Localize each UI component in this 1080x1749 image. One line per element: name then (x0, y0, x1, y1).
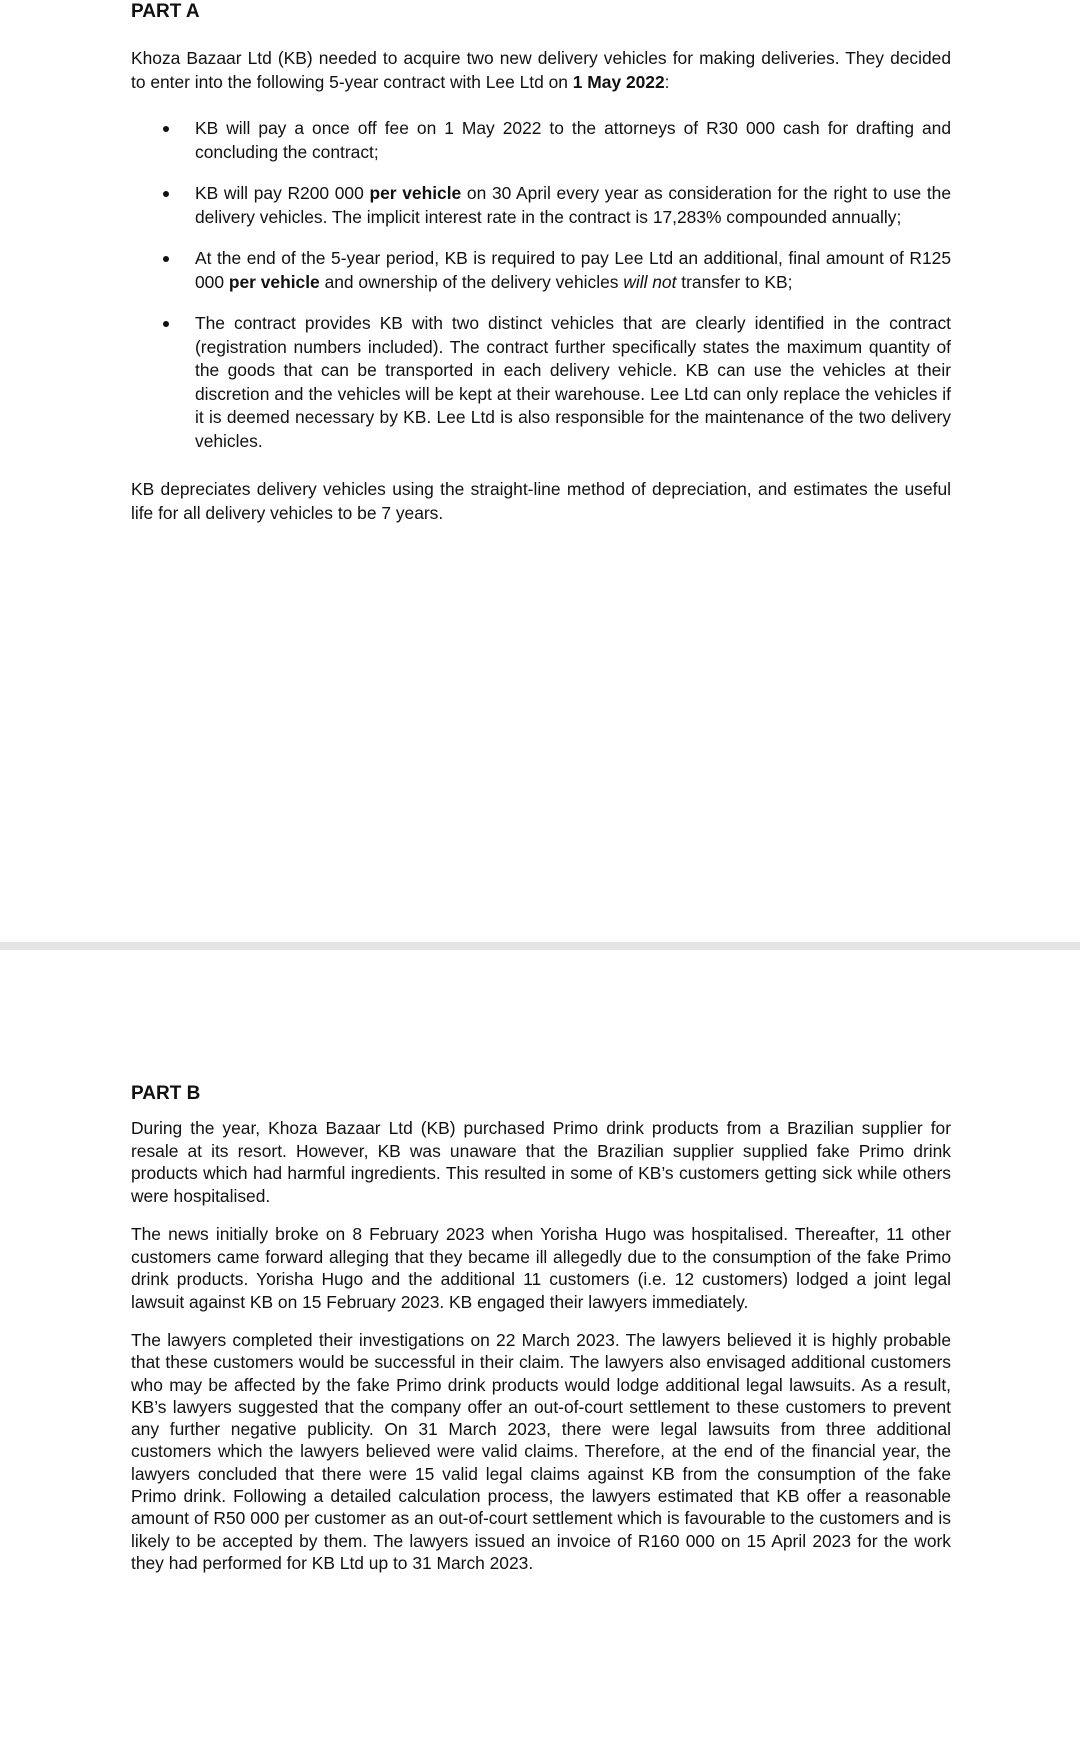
bullet-text: KB will pay a once off fee on 1 May 2022 to the attorneys of R30 000 cash for drafting and concluding the contract; (195, 118, 951, 162)
bullet-icon (163, 191, 169, 197)
part-b-section (131, 1082, 951, 1574)
bullet-text: The contract provides KB with two distinct vehicles that are clearly identified in the contract (registration numbers included). The contract further specifically states the maximum quantity of the goods that can be transported in each delivery vehicle. KB can use the vehicles at their discretion and the vehicles will be kept at their warehouse. Lee Ltd can only replace the vehicles if it is deemed necessary by KB. Lee Ltd is also responsible for the maintenance of the two delivery vehicles. (195, 313, 951, 451)
list-item (131, 247, 951, 294)
part-b-paragraph: During the year, Khoza Bazaar Ltd (KB) purchased Primo drink products from a Brazilian supplier for resale at its resort. However, KB was unaware that the Brazilian supplier supplied fake Primo drink products which had harmful ingredients. This resulted in some of KB’s customers getting sick while others were hospitalised. (131, 1118, 951, 1206)
bullet-text: on 30 April every year as consideration for the right to use the delivery vehicles. The implicit interest rate in the contract is 17,283% compounded annually; (195, 183, 952, 227)
list-item (131, 117, 951, 164)
part-b-paragraph: The lawyers completed their investigations on 22 March 2023. The lawyers believed it is highly probable that these customers would be successful in their claim. The lawyers also envisaged additional customers who may be affected by the fake Primo drink products would lodge additional legal lawsuits. As a result, KB’s lawyers suggested that the company offer an out-of-court settlement to these customers to prevent any further negative publicity. On 31 March 2023, there were legal lawsuits from three additional customers which the lawyers believed were valid claims. Therefore, at the end of the financial year, the lawyers concluded that there were 15 valid legal claims against KB from the consumption of the fake Primo drink. Following a detailed calculation process, the lawyers estimated that KB offer a reasonable amount of R50 000 per customer as an out-of-court settlement which is favourable to the customers and is likely to be accepted by them. The lawyers issued an invoice of R160 000 on 15 April 2023 for the work they had performed for KB Ltd up to 31 March 2023. (131, 1330, 951, 1573)
bullet-text: KB will pay R200 000 (195, 183, 370, 203)
list-item (131, 312, 951, 453)
bullet-text: and ownership of the delivery vehicles (319, 271, 624, 292)
bullet-text: transfer to KB; (676, 271, 793, 292)
bullet-icon (163, 256, 169, 262)
bullet-emphasis: per vehicle (369, 183, 462, 203)
part-b-paragraph: The news initially broke on 8 February 2023 when Yorisha Hugo was hospitalised. Thereafter, 11 other customers came forward alleging that they became ill allegedly due to the consumption of the fake Primo drink products. Yorisha Hugo and the additional 11 customers (i.e. 12 customers) lodged a joint legal lawsuit against KB on 15 February 2023. KB engaged their lawyers immediately. (131, 1224, 951, 1312)
part-a-section (131, 0, 951, 525)
bullet-emphasis: per vehicle (228, 271, 320, 292)
part-b-heading: PART B (131, 1083, 201, 1104)
page-divider (0, 942, 1080, 950)
intro-text: Khoza Bazaar Ltd (KB) needed to acquire two new delivery vehicles for making deliveries. They decided to enter into the following 5-year contract with Lee Ltd on (131, 48, 951, 92)
part-a-closing: KB depreciates delivery vehicles using the straight-line method of depreciation, and estimates the useful life for all delivery vehicles to be 7 years. (131, 479, 951, 523)
bullet-icon (163, 321, 169, 327)
intro-date: 1 May 2022 (572, 71, 665, 92)
part-a-heading: PART A (131, 1, 200, 22)
bullet-italic: will not (623, 271, 677, 292)
part-a-intro (131, 47, 951, 94)
contract-terms-list (131, 117, 951, 453)
intro-colon: : (664, 71, 670, 92)
bullet-icon (163, 126, 169, 132)
list-item (131, 182, 951, 229)
bullet-text: At the end of the 5-year period, KB is required to pay Lee Ltd an additional, final amount of R125 000 (195, 248, 951, 292)
